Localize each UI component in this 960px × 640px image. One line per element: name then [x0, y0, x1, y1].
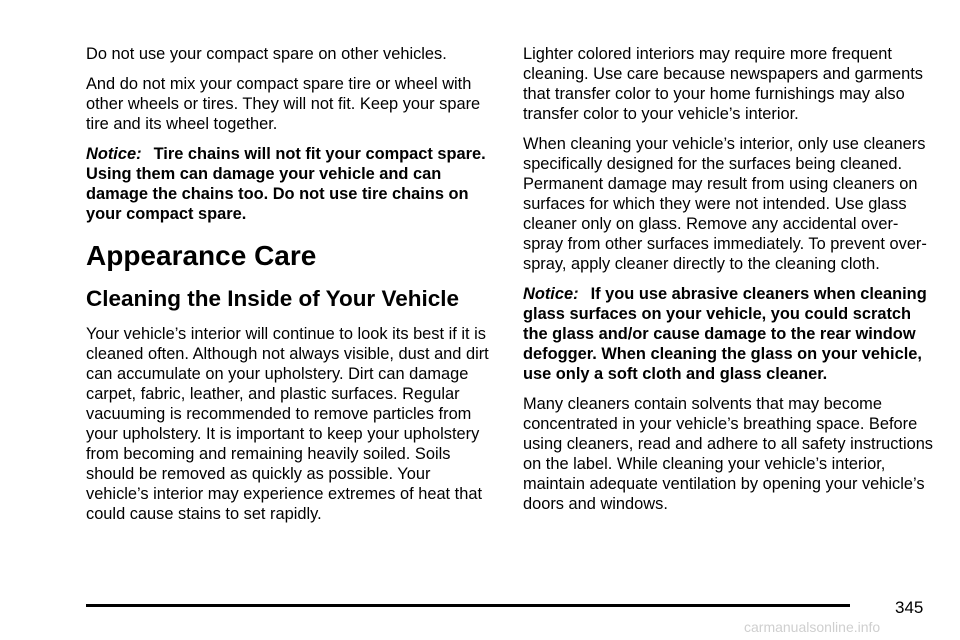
page-number: 345: [895, 598, 924, 617]
section-heading: Appearance Care: [86, 240, 317, 271]
footer-rule: [86, 604, 850, 607]
abrasive-cleaners-notice: [523, 284, 933, 384]
tire-chains-notice: [86, 144, 494, 224]
light-interiors-paragraph: Lighter colored interiors may require more frequent cleaning. Use care because newspapers and garments that transfer color to your home furnishings may also transfer color to your vehicle’s interior.: [523, 45, 923, 123]
left-column: [86, 44, 494, 534]
site-watermark: carmanualsonline.info: [744, 619, 881, 635]
spare-warning-paragraph: Do not use your compact spare on other vehicles.: [86, 45, 447, 63]
notice-text: If you use abrasive cleaners when cleaning glass surfaces on your vehicle, you could scratch the glass and/or cause damage to the rear window defogger. When cleaning the glass on your vehicle, use only a soft cloth and glass cleaner.: [523, 285, 927, 383]
subsection-heading: Cleaning the Inside of Your Vehicle: [86, 286, 459, 311]
notice-text: Tire chains will not fit your compact spare. Using them can damage your vehicle and can damage the chains too. Do not use tire chains on your compact spare.: [86, 145, 486, 223]
spare-mixing-paragraph: And do not mix your compact spare tire or wheel with other wheels or tires. They will not fit. Keep your spare tire and its wheel together.: [86, 75, 481, 133]
solvents-paragraph: Many cleaners contain solvents that may become concentrated in your vehicle’s breathing space. Before using cleaners, read and adhere to all safety instructions on the label. While cleaning your vehicle’s interior, maintain adequate ventilation by opening your vehicle’s doors and windows.: [523, 395, 934, 513]
notice-label: Notice:: [523, 285, 579, 303]
cleaner-usage-paragraph: When cleaning your vehicle’s interior, only use cleaners specifically designed for the surfaces being cleaned. Permanent damage may result from using cleaners on surfaces for which they were not intended. Use glass cleaner only on glass. Remove any accidental over-spray from other surfaces immediately. To prevent over-spray, apply cleaner directly to the cleaning cloth.: [523, 135, 927, 273]
right-column: [523, 44, 933, 524]
notice-label: Notice:: [86, 145, 142, 163]
interior-cleaning-paragraph: Your vehicle’s interior will continue to look its best if it is cleaned often. Although not always visible, dust and dirt can accumulate on your upholstery. Dirt can damage carpet, fabric, leather, and plastic surfaces. Regular vacuuming is recommended to remove particles from your upholstery. It is important to keep your upholstery from becoming and remaining heavily soiled. Soils should be removed as quickly as possible. Your vehicle’s interior may experience extremes of heat that could cause stains to set rapidly.: [86, 325, 489, 523]
